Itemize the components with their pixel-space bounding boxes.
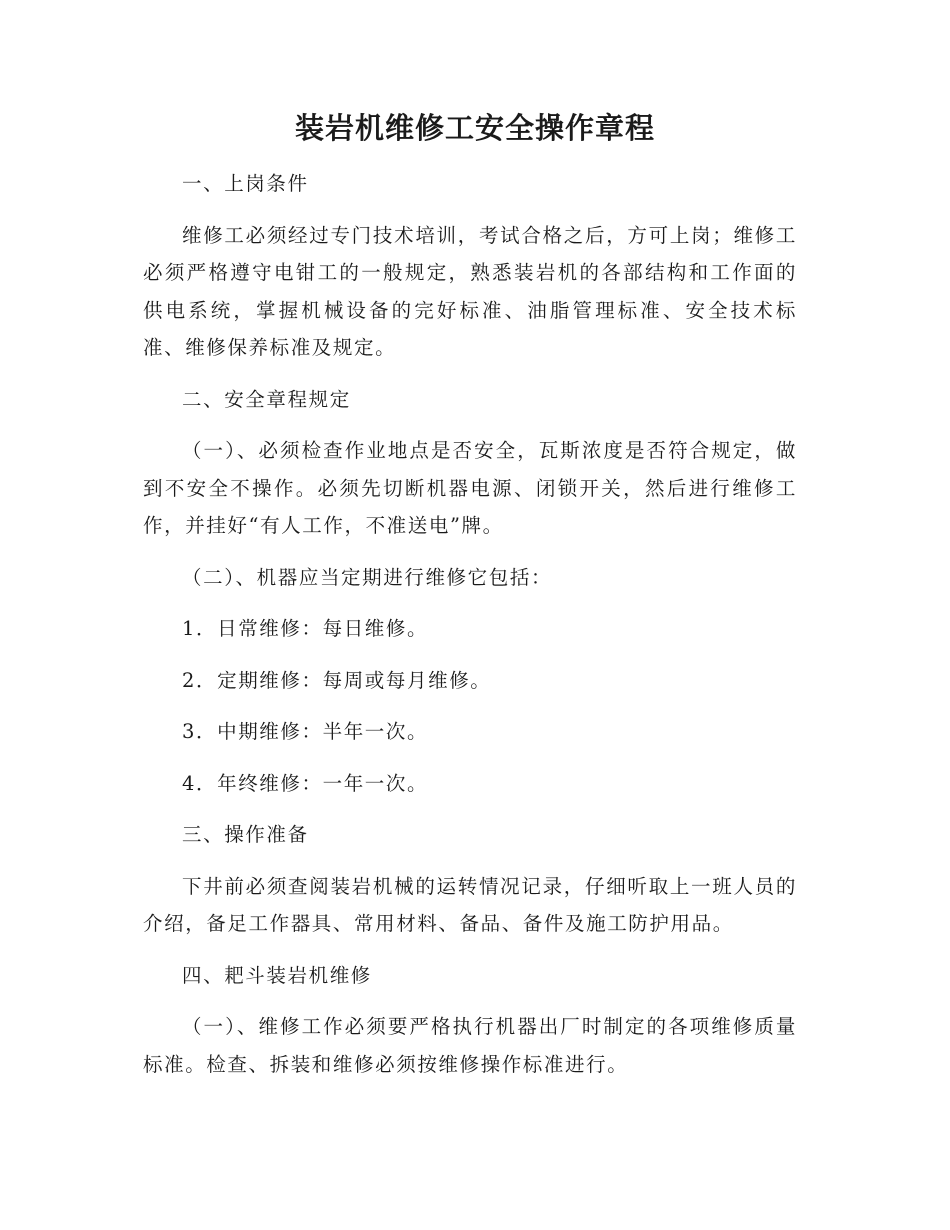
paragraph-rule-1: （一）、必须检查作业地点是否安全，瓦斯浓度是否符合规定，做到不安全不操作。必须先切断机器电源、闭锁开关，然后进行维修工作，并挂好“有人工作，不准送电”牌。 — [143, 439, 797, 537]
list-item-annual: 4．年终维修：一年一次。 — [182, 771, 429, 795]
paragraph-rule-2: （二）、机器应当定期进行维修它包括： — [182, 565, 553, 589]
section-heading-2: 二、安全章程规定 — [182, 387, 351, 411]
section-heading-3: 三、操作准备 — [182, 823, 309, 846]
document-body — [143, 165, 797, 1083]
section-heading-1: 一、上岗条件 — [182, 172, 309, 195]
paragraph-preparation: 下井前必须查阅装岩机械的运转情况记录，仔细听取上一班人员的介绍，备足工作器具、常用材料、备品、备件及施工防护用品。 — [143, 874, 797, 935]
document-title: 装岩机维修工安全操作章程 — [294, 111, 655, 145]
list-item-periodic: 2．定期维修：每周或每月维修。 — [182, 668, 492, 692]
list-item-midterm: 3．中期维修：半年一次。 — [182, 720, 429, 743]
paragraph-qualifications: 维修工必须经过专门技术培训，考试合格之后，方可上岗；维修工必须严格遵守电钳工的一般规定，熟悉装岩机的各部结构和工作面的供电系统，掌握机械设备的完好标准、油脂管理标准、安全技术标准、维修保养标准及规定。 — [143, 223, 797, 359]
paragraph-maintenance-1: （一）、维修工作必须要严格执行机器出厂时制定的各项维修质量标准。检查、拆装和维修必须按维修操作标准进行。 — [143, 1015, 797, 1076]
section-heading-4: 四、耙斗装岩机维修 — [182, 963, 372, 987]
list-item-daily: 1．日常维修：每日维修。 — [182, 617, 429, 640]
